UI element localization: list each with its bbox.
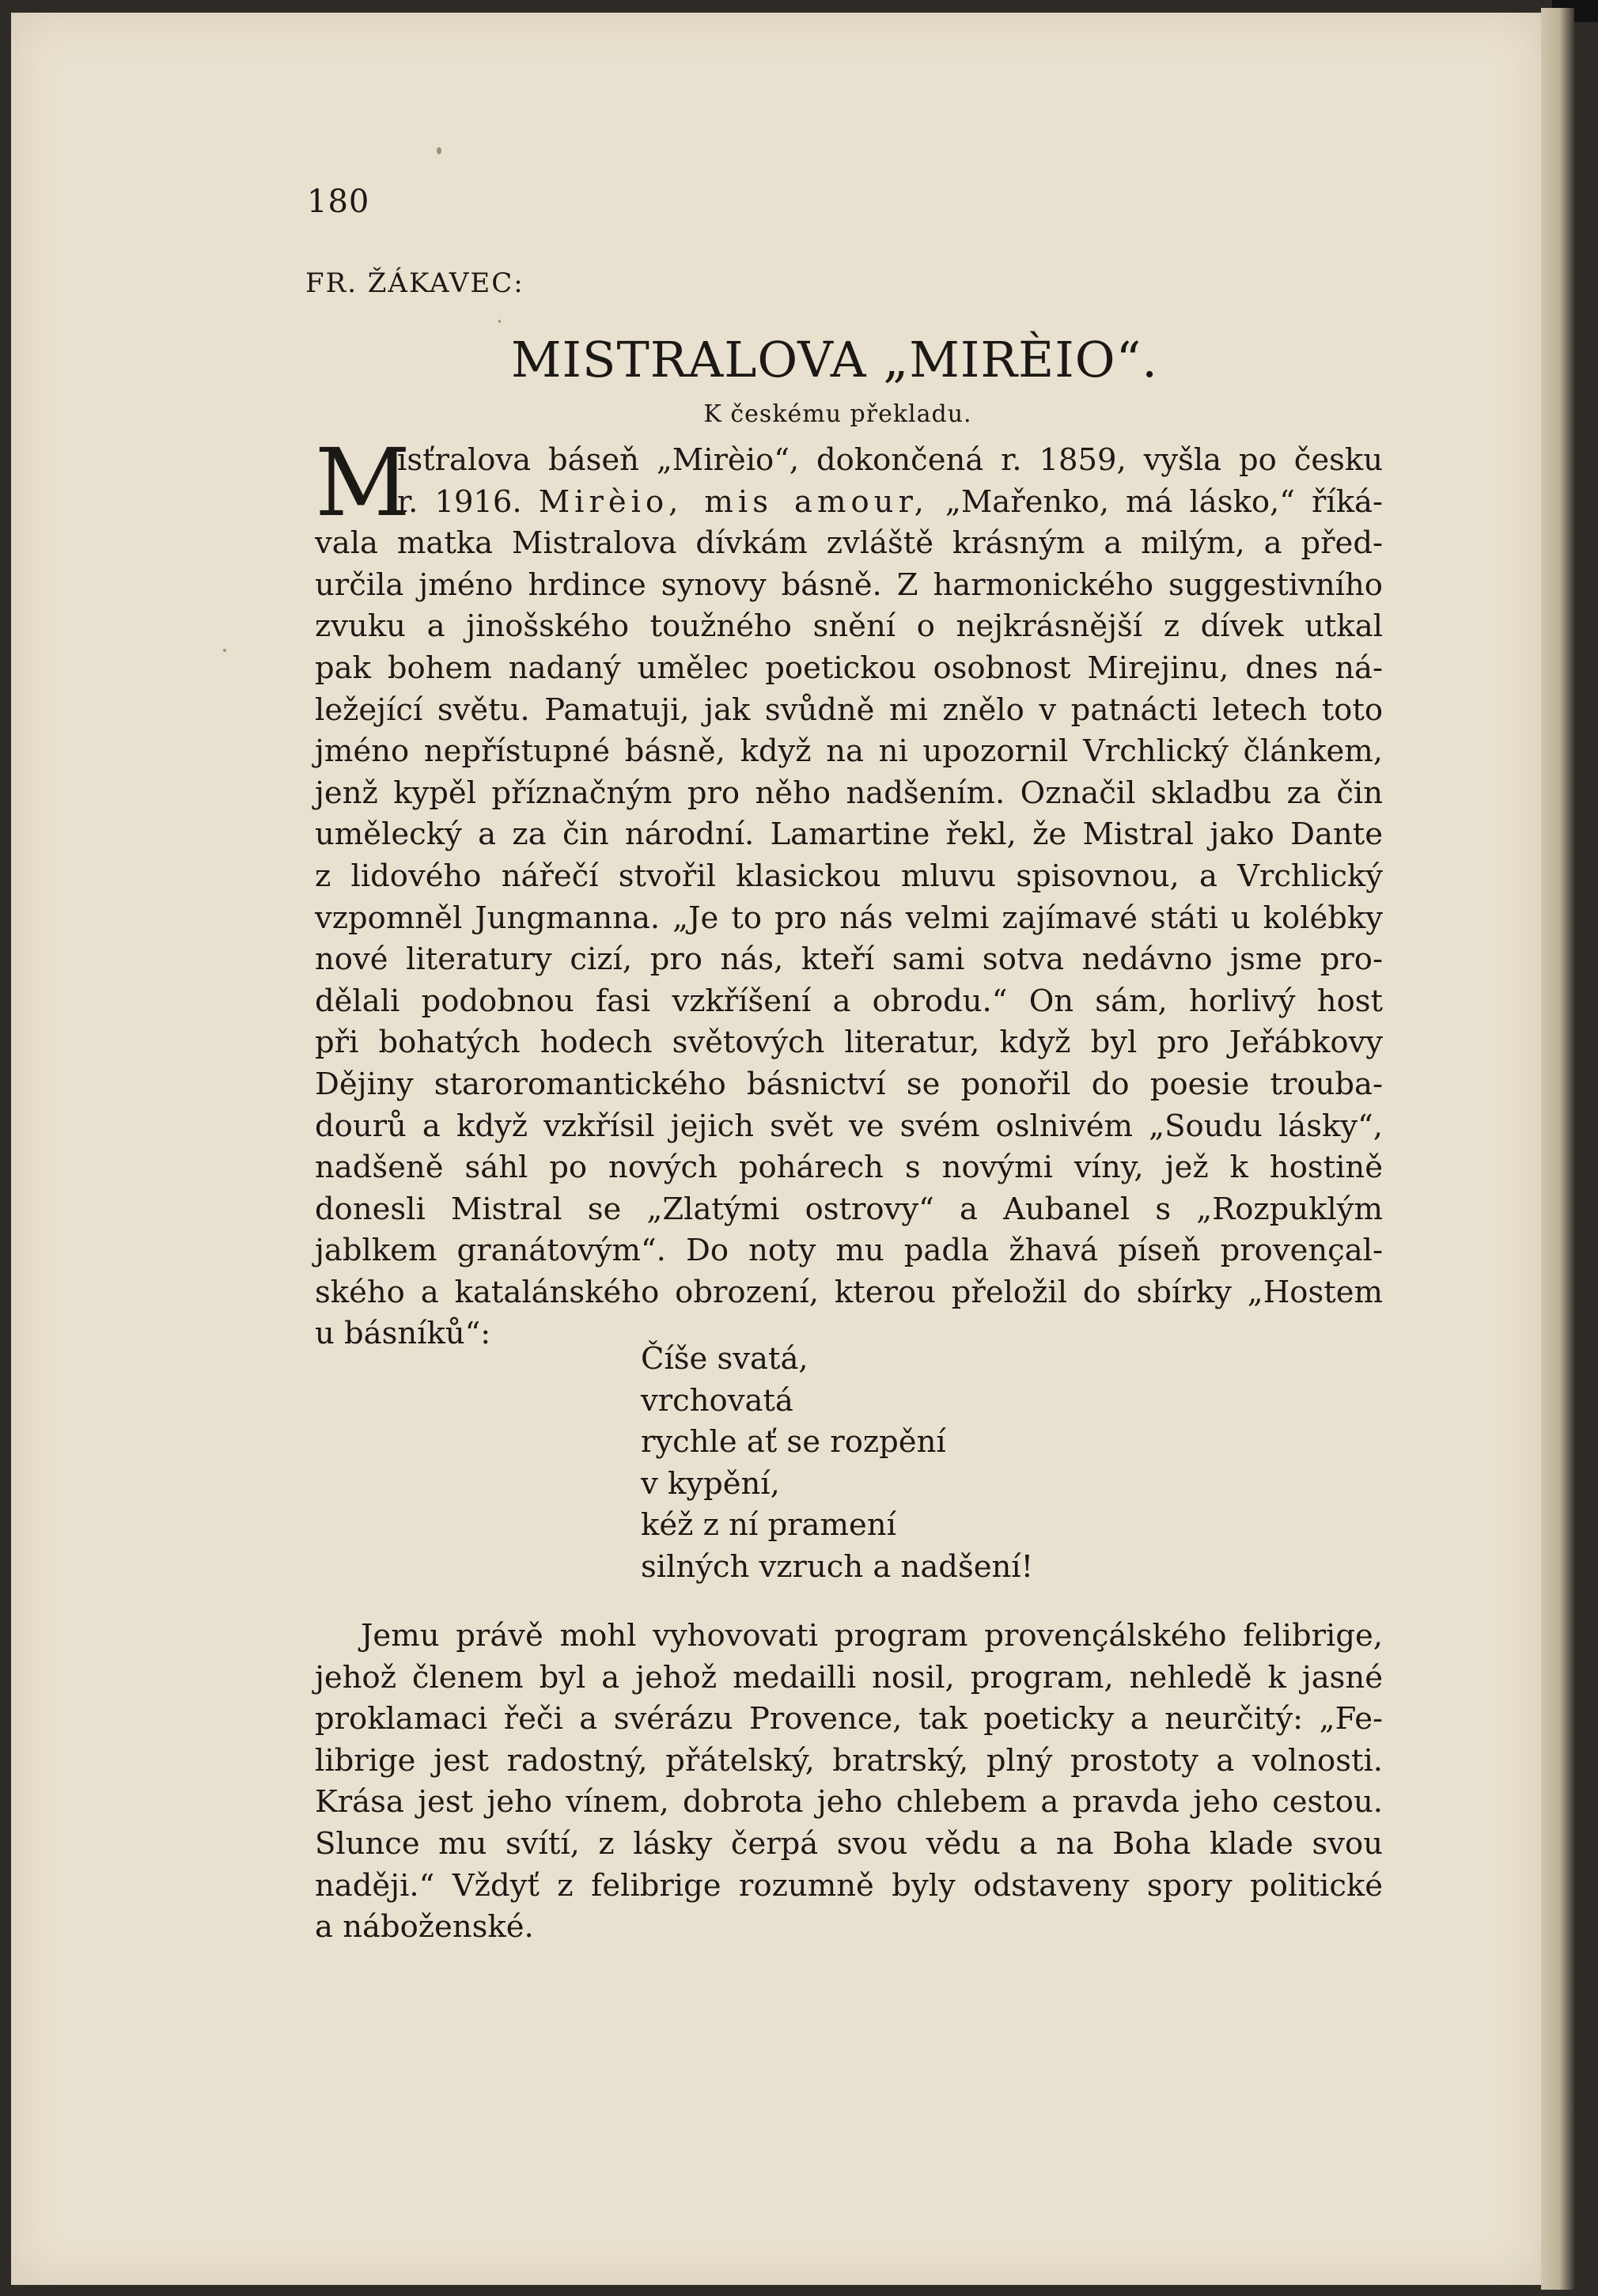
paragraph-line: nové literatury cizí, pro nás, kteří sami sotva nedávno jsme pro- <box>315 942 1383 978</box>
article-subtitle: K českému překladu. <box>703 400 972 428</box>
paragraph-line: z lidového nářečí stvořil klasickou mluvu spisovnou, a Vrchlický <box>315 858 1383 894</box>
drop-cap: M <box>315 428 411 537</box>
paper-speck <box>498 320 501 323</box>
paragraph-line: jehož členem byl a jehož medailli nosil, program, nehledě k jasné <box>315 1659 1383 1695</box>
poem-line: kéž z ní pramení <box>641 1507 896 1544</box>
paragraph-line: ského a katalánského obrození, kterou přeložil do sbírky „Hostem <box>315 1274 1383 1310</box>
paragraph-line: Krása jest jeho vínem, dobrota jeho chlebem a pravda jeho cestou. <box>315 1784 1383 1821</box>
paragraph-line: Jemu právě mohl vyhovovati program provençálského felibrige, <box>361 1618 1383 1654</box>
paragraph-line: nadšeně sáhl po nových pohárech s novými víny, jež k hostině <box>315 1150 1383 1186</box>
poem-line: rychle ať se rozpění <box>641 1424 946 1461</box>
poem-quote <box>641 1339 1033 1589</box>
poem-line: silných vzruch a nadšení! <box>641 1548 1034 1585</box>
paragraph-line: při bohatých hodech světových literatur, když byl pro Jeřábkovy <box>315 1025 1383 1061</box>
page-number: 180 <box>307 184 370 220</box>
paper-speck <box>223 649 226 652</box>
poem-line: vrchovatá <box>641 1382 793 1419</box>
paragraph-line: proklamaci řeči a svérázu Provence, tak poeticky a neurčitý: „Fe- <box>315 1701 1383 1737</box>
paragraph-line: zvuku a jinošského toužného snění o nejkrásnější z dívek utkal <box>315 608 1383 645</box>
paragraph-line: umělecký a za čin národní. Lamartine řekl, že Mistral jako Dante <box>315 816 1383 853</box>
text-span: „Mařenko, má lásko,“ říká- <box>928 483 1383 520</box>
paragraph-line: donesli Mistral se „Zlatými ostrovy“ a Aubanel s „Rozpuklým <box>315 1191 1383 1227</box>
paragraph-line: jméno nepřístupné básně, když na ni upozornil Vrchlický článkem, <box>315 733 1383 770</box>
article-title: MISTRALOVA „MIRÈIO“. <box>511 331 1158 388</box>
paragraph-line: u básníků“: <box>315 1316 491 1352</box>
spaced-quote: Mirèio, mis amour, <box>538 483 929 520</box>
article-author: FR. ŽÁKAVEC: <box>305 267 524 299</box>
poem-line: v kypění, <box>641 1465 780 1502</box>
paper-speck <box>437 147 441 154</box>
paragraph-line: pak bohem nadaný umělec poetickou osobnost Mirejinu, dnes ná- <box>315 650 1383 686</box>
paragraph-line: vala matka Mistralova dívkám zvláště krásným a milým, a před- <box>315 525 1383 562</box>
paragraph-line: a náboženské. <box>315 1909 534 1946</box>
paragraph-line: Slunce mu svítí, z lásky čerpá svou vědu a na Boha klade svou <box>315 1825 1383 1862</box>
paragraph-line: dělali podobnou fasi vzkříšení a obrodu.“ On sám, horlivý host <box>315 983 1383 1019</box>
paragraph-line: jenž kypěl příznačným pro něho nadšením. Označil skladbu za čin <box>315 775 1383 811</box>
paragraph-line: dourů a když vzkřísil jejich svět ve svém oslnivém „Soudu lásky“, <box>315 1108 1383 1144</box>
paragraph-line: určila jméno hrdince synovy básně. Z harmonického suggestivního <box>315 566 1383 603</box>
paragraph-line: Dějiny staroromantického básnictví se ponořil do poesie trouba- <box>315 1066 1383 1102</box>
paragraph-line: librige jest radostný, přátelský, bratrský, plný prostoty a volnosti. <box>315 1742 1383 1779</box>
poem-line: Číše svatá, <box>641 1341 808 1377</box>
text-span: r. 1916. <box>397 483 522 520</box>
paragraph-line <box>315 482 1383 524</box>
paragraph-line: isťralova báseň „Mirèio“, dokončená r. 1859, vyšla po česku <box>397 442 1383 478</box>
paragraph-line: vzpomněl Jungmanna. „Je to pro nás velmi zajímavé státi u kolébky <box>315 900 1383 936</box>
paragraph-line: naději.“ Vždyť z felibrige rozumně byly odstaveny spory politické <box>315 1867 1383 1904</box>
paragraph-felibrige <box>315 1616 1383 1949</box>
paragraph-line: ležející světu. Pamatuji, jak svůdně mi znělo v patnácti letech toto <box>315 691 1383 728</box>
paragraph-intro <box>315 428 1383 1355</box>
paragraph-line: jablkem granátovým“. Do noty mu padla žhavá píseň provençal- <box>315 1233 1383 1269</box>
